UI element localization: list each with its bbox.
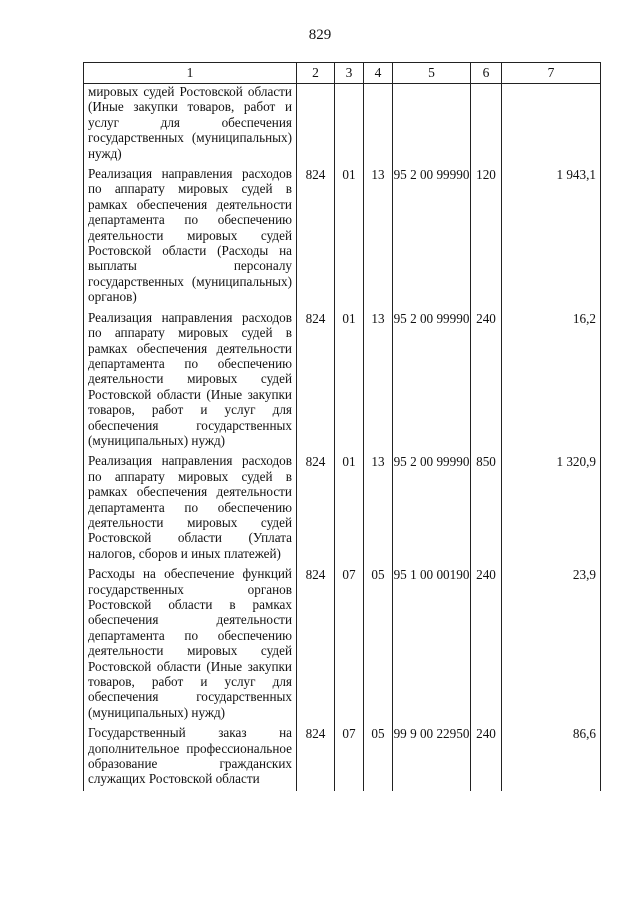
cell-ministry-code: 824 (297, 724, 335, 791)
cell-expense-type (471, 84, 502, 166)
cell-amount: 86,6 (502, 724, 601, 791)
cell-ministry-code: 824 (297, 165, 335, 309)
table-row (84, 165, 601, 309)
header-col-2: 2 (297, 63, 335, 84)
cell-subsection: 13 (364, 452, 393, 565)
header-col-4: 4 (364, 63, 393, 84)
cell-target-article: 95 2 00 99990 (393, 165, 471, 309)
cell-subsection: 05 (364, 724, 393, 791)
cell-expense-type: 850 (471, 452, 502, 565)
cell-amount (502, 84, 601, 166)
cell-expense-type: 240 (471, 724, 502, 791)
cell-expense-type: 240 (471, 309, 502, 453)
cell-section: 07 (335, 565, 364, 724)
row-description: Реализация направления расходов по аппарату мировых судей в рамках обеспечения деятельности департамента по обеспечению деятельности мировых судей Ростовской области (Иные закупки товаров, работ и услуг для обеспечения государственных (муниципальных) нужд) (84, 309, 297, 453)
budget-table (83, 62, 601, 791)
cell-subsection: 05 (364, 565, 393, 724)
cell-amount: 23,9 (502, 565, 601, 724)
page-number: 829 (308, 27, 332, 43)
cell-section: 01 (335, 165, 364, 309)
cell-subsection: 13 (364, 165, 393, 309)
cell-target-article (393, 84, 471, 166)
cell-section: 01 (335, 309, 364, 453)
cell-subsection (364, 84, 393, 166)
table-row (84, 84, 601, 166)
cell-expense-type: 120 (471, 165, 502, 309)
header-col-7: 7 (502, 63, 601, 84)
table-row (84, 724, 601, 791)
cell-section: 07 (335, 724, 364, 791)
cell-target-article: 99 9 00 22950 (393, 724, 471, 791)
cell-expense-type: 240 (471, 565, 502, 724)
cell-target-article: 95 2 00 99990 (393, 452, 471, 565)
header-col-5: 5 (393, 63, 471, 84)
header-col-6: 6 (471, 63, 502, 84)
cell-ministry-code: 824 (297, 565, 335, 724)
table-row (84, 452, 601, 565)
cell-ministry-code (297, 84, 335, 166)
cell-target-article: 95 2 00 99990 (393, 309, 471, 453)
row-description: мировых судей Ростовской области (Иные закупки товаров, работ и услуг для обеспечения государственных (муниципальных) нужд) (84, 84, 297, 166)
cell-subsection: 13 (364, 309, 393, 453)
cell-ministry-code: 824 (297, 452, 335, 565)
header-col-3: 3 (335, 63, 364, 84)
table-header-row (84, 63, 601, 84)
cell-amount: 1 320,9 (502, 452, 601, 565)
cell-amount: 16,2 (502, 309, 601, 453)
cell-target-article: 95 1 00 00190 (393, 565, 471, 724)
cell-section: 01 (335, 452, 364, 565)
cell-ministry-code: 824 (297, 309, 335, 453)
cell-section (335, 84, 364, 166)
row-description: Расходы на обеспечение функций государственных органов Ростовской области в рамках обеспечения деятельности департамента по обеспечению деятельности мировых судей Ростовской области (Иные закупки товаров, работ и услуг для обеспечения государственных (муниципальных) нужд) (84, 565, 297, 724)
cell-amount: 1 943,1 (502, 165, 601, 309)
row-description: Государственный заказ на дополнительное профессиональное образование гражданских служащих Ростовской области (84, 724, 297, 791)
row-description: Реализация направления расходов по аппарату мировых судей в рамках обеспечения деятельности департамента по обеспечению деятельности мировых судей Ростовской области (Расходы на выплаты персоналу государственных (муниципальных) органов) (84, 165, 297, 309)
header-col-1: 1 (84, 63, 297, 84)
table-row (84, 309, 601, 453)
row-description: Реализация направления расходов по аппарату мировых судей в рамках обеспечения деятельности департамента по обеспечению деятельности мировых судей Ростовской области (Уплата налогов, сборов и иных платежей) (84, 452, 297, 565)
table-row (84, 565, 601, 724)
